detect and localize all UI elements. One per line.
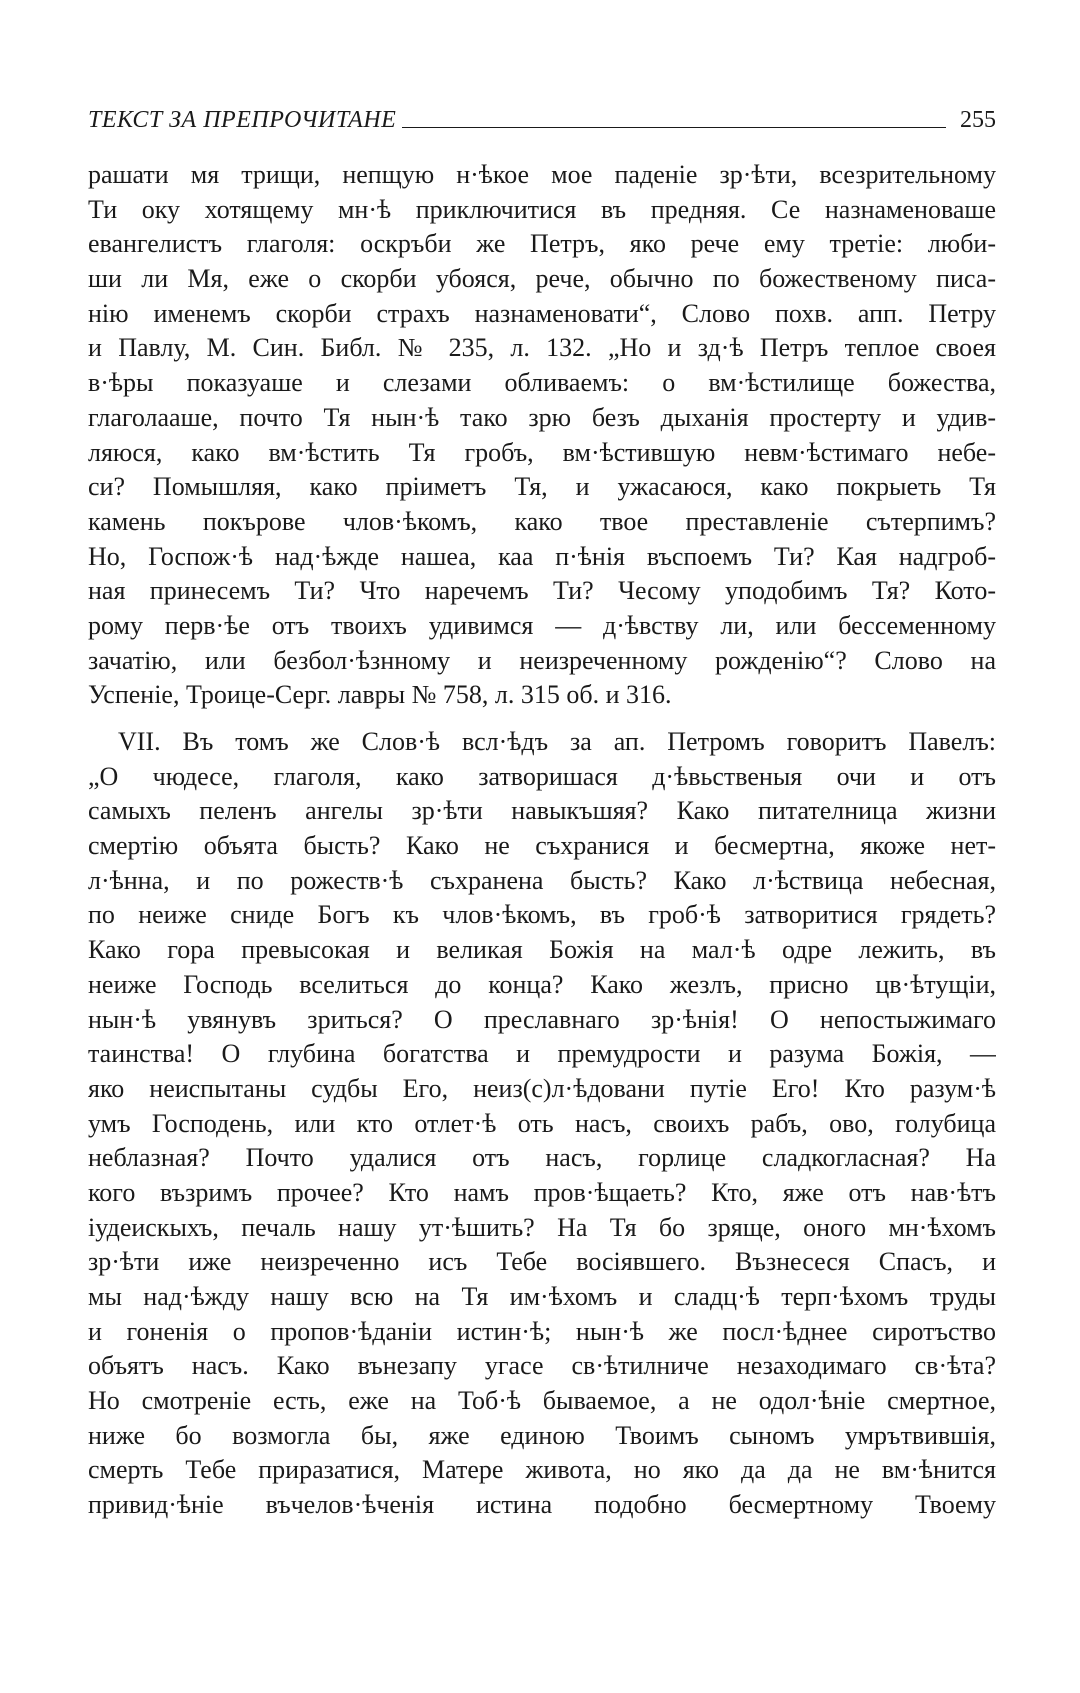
text-line: Како гора превысокая и великая Божія на мал·ѣ одре лежить, въ xyxy=(88,935,996,965)
paragraph-gap xyxy=(88,713,996,725)
text-line: „О чюдесе, глаголя, како затворишася д·ѣвьственыя очи и отъ xyxy=(88,761,996,791)
text-line: зр·ѣти иже неизреченно исъ Тебе восіявшего. Възнесеся Спасъ, и xyxy=(88,1247,996,1277)
text-line: и Павлу, М. Син. Библ. № 235, л. 132. „Но и зд·ѣ Петръ теплое своея xyxy=(88,333,996,363)
book-page xyxy=(88,98,996,1523)
text-line: л·ѣнна, и по рожеств·ѣ съхранена бысть? Како л·ѣствица небесная, xyxy=(88,865,996,895)
text-line: нію именемъ скорби страхъ назнаменовати“, Слово похв. апп. Петру xyxy=(88,298,996,328)
text-line: кого възримъ прочее? Кто намъ пров·ѣщаеть? Кто, яже отъ нав·ѣтъ xyxy=(88,1177,996,1207)
text-line: ши ли Мя, еже о скорби убояся, рече, обычно по божественому писа- xyxy=(88,264,996,294)
text-line: и гоненія о пропов·ѣданіи истин·ѣ; нын·ѣ же посл·ѣднее сиротъство xyxy=(88,1316,996,1346)
text-line: умъ Господень, или кто отлет·ѣ оть насъ, своихъ рабъ, ово, голубица xyxy=(88,1108,996,1138)
text-line: зачатію, или безбол·ѣзнному и неизреченному рожденію“? Слово на xyxy=(88,645,996,675)
text-line: рому перв·ѣе отъ твоихъ удивимся — д·ѣвству ли, или бессеменному xyxy=(88,610,996,640)
text-line: по неиже сниде Богъ къ члов·ѣкомъ, въ гроб·ѣ затворитися грядеть? xyxy=(88,900,996,930)
text-line: Но, Госпож·ѣ над·ѣжде нашеа, каа п·ѣнія въспоемъ Ти? Кая надгроб- xyxy=(88,541,996,571)
text-line: смертію объята бысть? Како не съхранися и бесмертна, якоже нет- xyxy=(88,831,996,861)
text-line: ная принесемъ Ти? Что наречемъ Ти? Чесому уподобимъ Тя? Кото- xyxy=(88,576,996,606)
paragraph-2 xyxy=(88,725,996,1523)
text-line: таинства! О глубина богатства и премудрости и разума Божія, — xyxy=(88,1039,996,1069)
text-line: нын·ѣ увянувъ зриться? О преславнаго зр·ѣнія! О непостыжимаго xyxy=(88,1004,996,1034)
text-line: евангелистъ глаголя: оскръби же Петръ, яко рече ему третіе: люби- xyxy=(88,229,996,259)
text-line: объятъ насъ. Како вънезапу угасе св·ѣтилниче незаходимаго св·ѣта? xyxy=(88,1351,996,1381)
text-line: Но смотреніе есть, еже на Тоб·ѣ бываемое, а не одол·ѣніе смертное, xyxy=(88,1386,996,1416)
text-line: глаголааше, почто Тя нын·ѣ тако зрю безъ дыханія простерту и удив- xyxy=(88,402,996,432)
header-rule xyxy=(402,127,946,128)
text-line: VII. Въ томъ же Слов·ѣ всл·ѣдъ за ап. Петромъ говоритъ Павелъ: xyxy=(118,727,996,756)
text-line: мы над·ѣжду нашу всю на Тя им·ѣхомъ и сладц·ѣ терп·ѣхомъ труды xyxy=(88,1282,996,1311)
text-line: камень покърове члов·ѣкомъ, како твое преставленіе сътерпимъ? xyxy=(88,506,996,536)
text-line: в·ѣры показуаше и слезами обливаемъ: о вм·ѣстилище божества, xyxy=(88,368,996,398)
text-line: Успеніе, Троице-Серг. лавры № 758, л. 315 об. и 316. xyxy=(88,680,672,710)
paragraph-1 xyxy=(88,158,996,713)
text-line: Ти оку хотящему мн·ѣ приключитися въ предняя. Се назнаменоваше xyxy=(88,194,996,224)
text-line: неиже Господь вселиться до конца? Како жезлъ, присно цв·ѣтущіи, xyxy=(88,969,996,999)
body-text xyxy=(88,158,996,1523)
header-title: ТЕКСТ ЗА ПРЕПРОЧИТАНЕ xyxy=(88,107,397,133)
running-header xyxy=(88,98,996,134)
text-line: яко неиспытаны судбы Его, неиз(с)л·ѣдовани путіе Его! Кто разум·ѣ xyxy=(88,1073,996,1103)
text-line: ниже бо возмогла бы, яже единою Твоимъ сыномъ умрътвившія, xyxy=(88,1420,996,1450)
text-line: неблазная? Почто удалися отъ насъ, горлице сладкогласная? На xyxy=(88,1143,996,1173)
page-number: 255 xyxy=(960,107,996,133)
text-line: самыхъ пеленъ ангелы зр·ѣти навыкъшяя? Како питателница жизни xyxy=(88,796,996,826)
text-line: си? Помышляя, како пріиметъ Тя, и ужасаюся, како покрыеть Тя xyxy=(88,472,996,502)
text-line: рашати мя трищи, непщую н·ѣкое мое паденіе зр·ѣти, всезрительному xyxy=(88,160,996,189)
text-line: іудеискыхъ, печаль нашу ут·ѣшить? На Тя бо зряще, оного мн·ѣхомъ xyxy=(88,1212,996,1242)
text-line: привид·ѣніе въчелов·ѣченія истина подобно бесмертному Твоему xyxy=(88,1490,996,1520)
text-line: смерть Тебе приразатися, Матере живота, но яко да да не вм·ѣнится xyxy=(88,1455,996,1485)
text-line: ляюся, како вм·ѣстить Тя гробъ, вм·ѣстившую невм·ѣстимаго небе- xyxy=(88,437,996,467)
